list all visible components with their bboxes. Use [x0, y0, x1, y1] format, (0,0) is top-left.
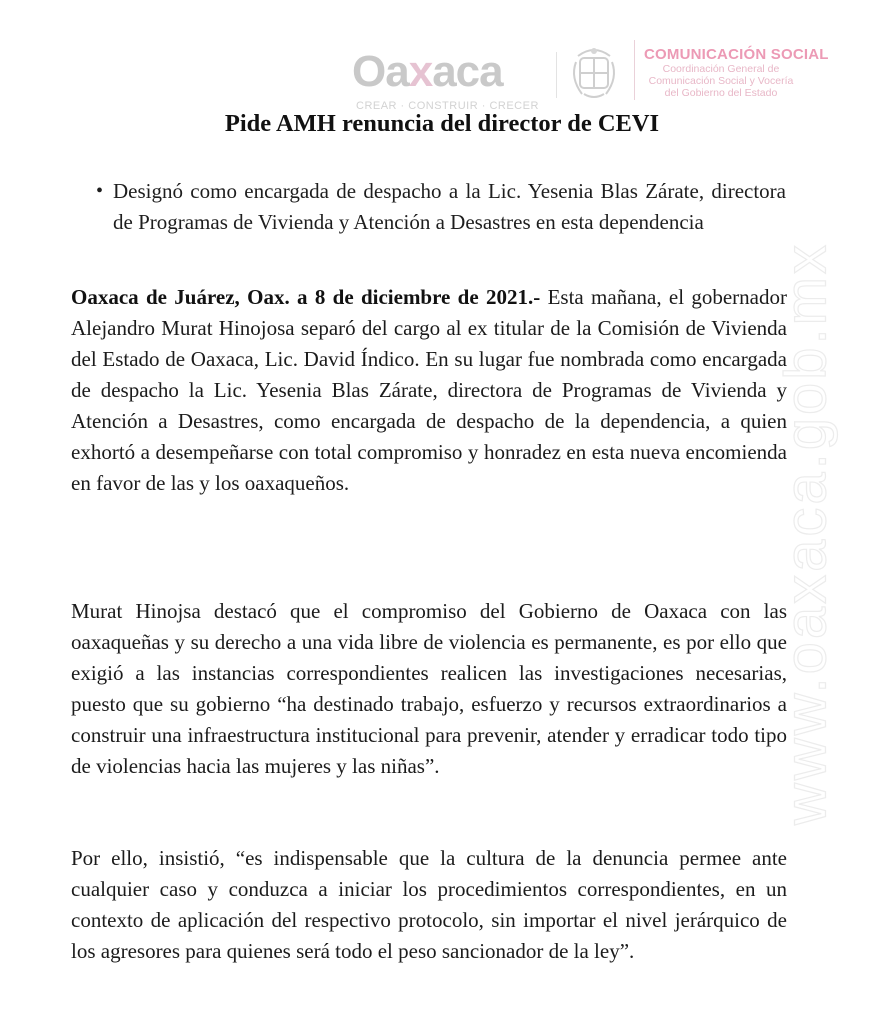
paragraph-1-body: Esta mañana, el gobernador Alejandro Murat Hinojosa separó del cargo al ex titular de la Comisión de Vivienda del Estado de Oaxaca, Lic. David Índico. En su lugar fue nombrada como encargada de despacho la Lic. Yesenia Blas Zárate, directora de Programas de Vivienda y Atención a Desastres, como encargada de despacho de la dependencia, a quien exhortó a desempeñarse con total compromiso y honradez en esta nueva encomienda en favor de las y los oaxaqueños.: [71, 285, 787, 495]
state-seal-icon: [568, 42, 620, 104]
communication-office: [644, 46, 844, 99]
paragraph-3: Por ello, insistió, “es indispensable que la cultura de la denuncia permee ante cualquier caso y conduzca a iniciar los procedimientos correspondientes, en un contexto de aplicación del respectivo protocolo, sin importar el nivel jerárquico de los agresores para quienes será todo el peso sancionador de la ley”.: [71, 846, 787, 963]
summary-bullet: [96, 176, 786, 238]
paragraph-1: [71, 282, 787, 499]
comm-title: COMUNICACIÓN SOCIAL: [644, 46, 829, 63]
logo-wordmark: Oaxaca: [352, 47, 503, 96]
letterhead: [352, 36, 842, 116]
paragraph-2: Murat Hinojsa destacó que el compromiso del Gobierno de Oaxaca con las oaxaqueñas y su derecho a una vida libre de violencia es permanente, es por ello que exigió a las instancias correspondientes realicen las investigaciones necesarias, puesto que su gobierno “ha destinado trabajo, esfuerzo y recursos extraordinarios a construir una infraestructura institucional para prevenir, atender y erradicar todo tipo de violencias hacia las mujeres y las niñas”.: [71, 599, 787, 778]
bullet-text: Designó como encargada de despacho a la Lic. Yesenia Blas Zárate, directora de Programas de Vivienda y Atención a Desastres en esta dependencia: [113, 179, 786, 234]
page-title: Pide AMH renuncia del director de CEVI: [224, 110, 660, 137]
divider: [634, 40, 635, 100]
comm-sub-line: Coordinación General de: [662, 63, 780, 75]
comm-sub-line: Comunicación Social y Vocería: [648, 75, 794, 87]
comm-sub-line: del Gobierno del Estado: [664, 87, 778, 99]
logo-tagline: CREAR · CONSTRUIR · CRECER: [356, 100, 539, 112]
bullet-marker: •: [96, 180, 104, 202]
dateline: Oaxaca de Juárez, Oax. a 8 de diciembre de 2021.-: [71, 285, 541, 309]
divider: [556, 52, 557, 98]
oaxaca-logo: [352, 47, 552, 112]
watermark-url: www.oaxaca.gob.mx: [773, 242, 839, 825]
